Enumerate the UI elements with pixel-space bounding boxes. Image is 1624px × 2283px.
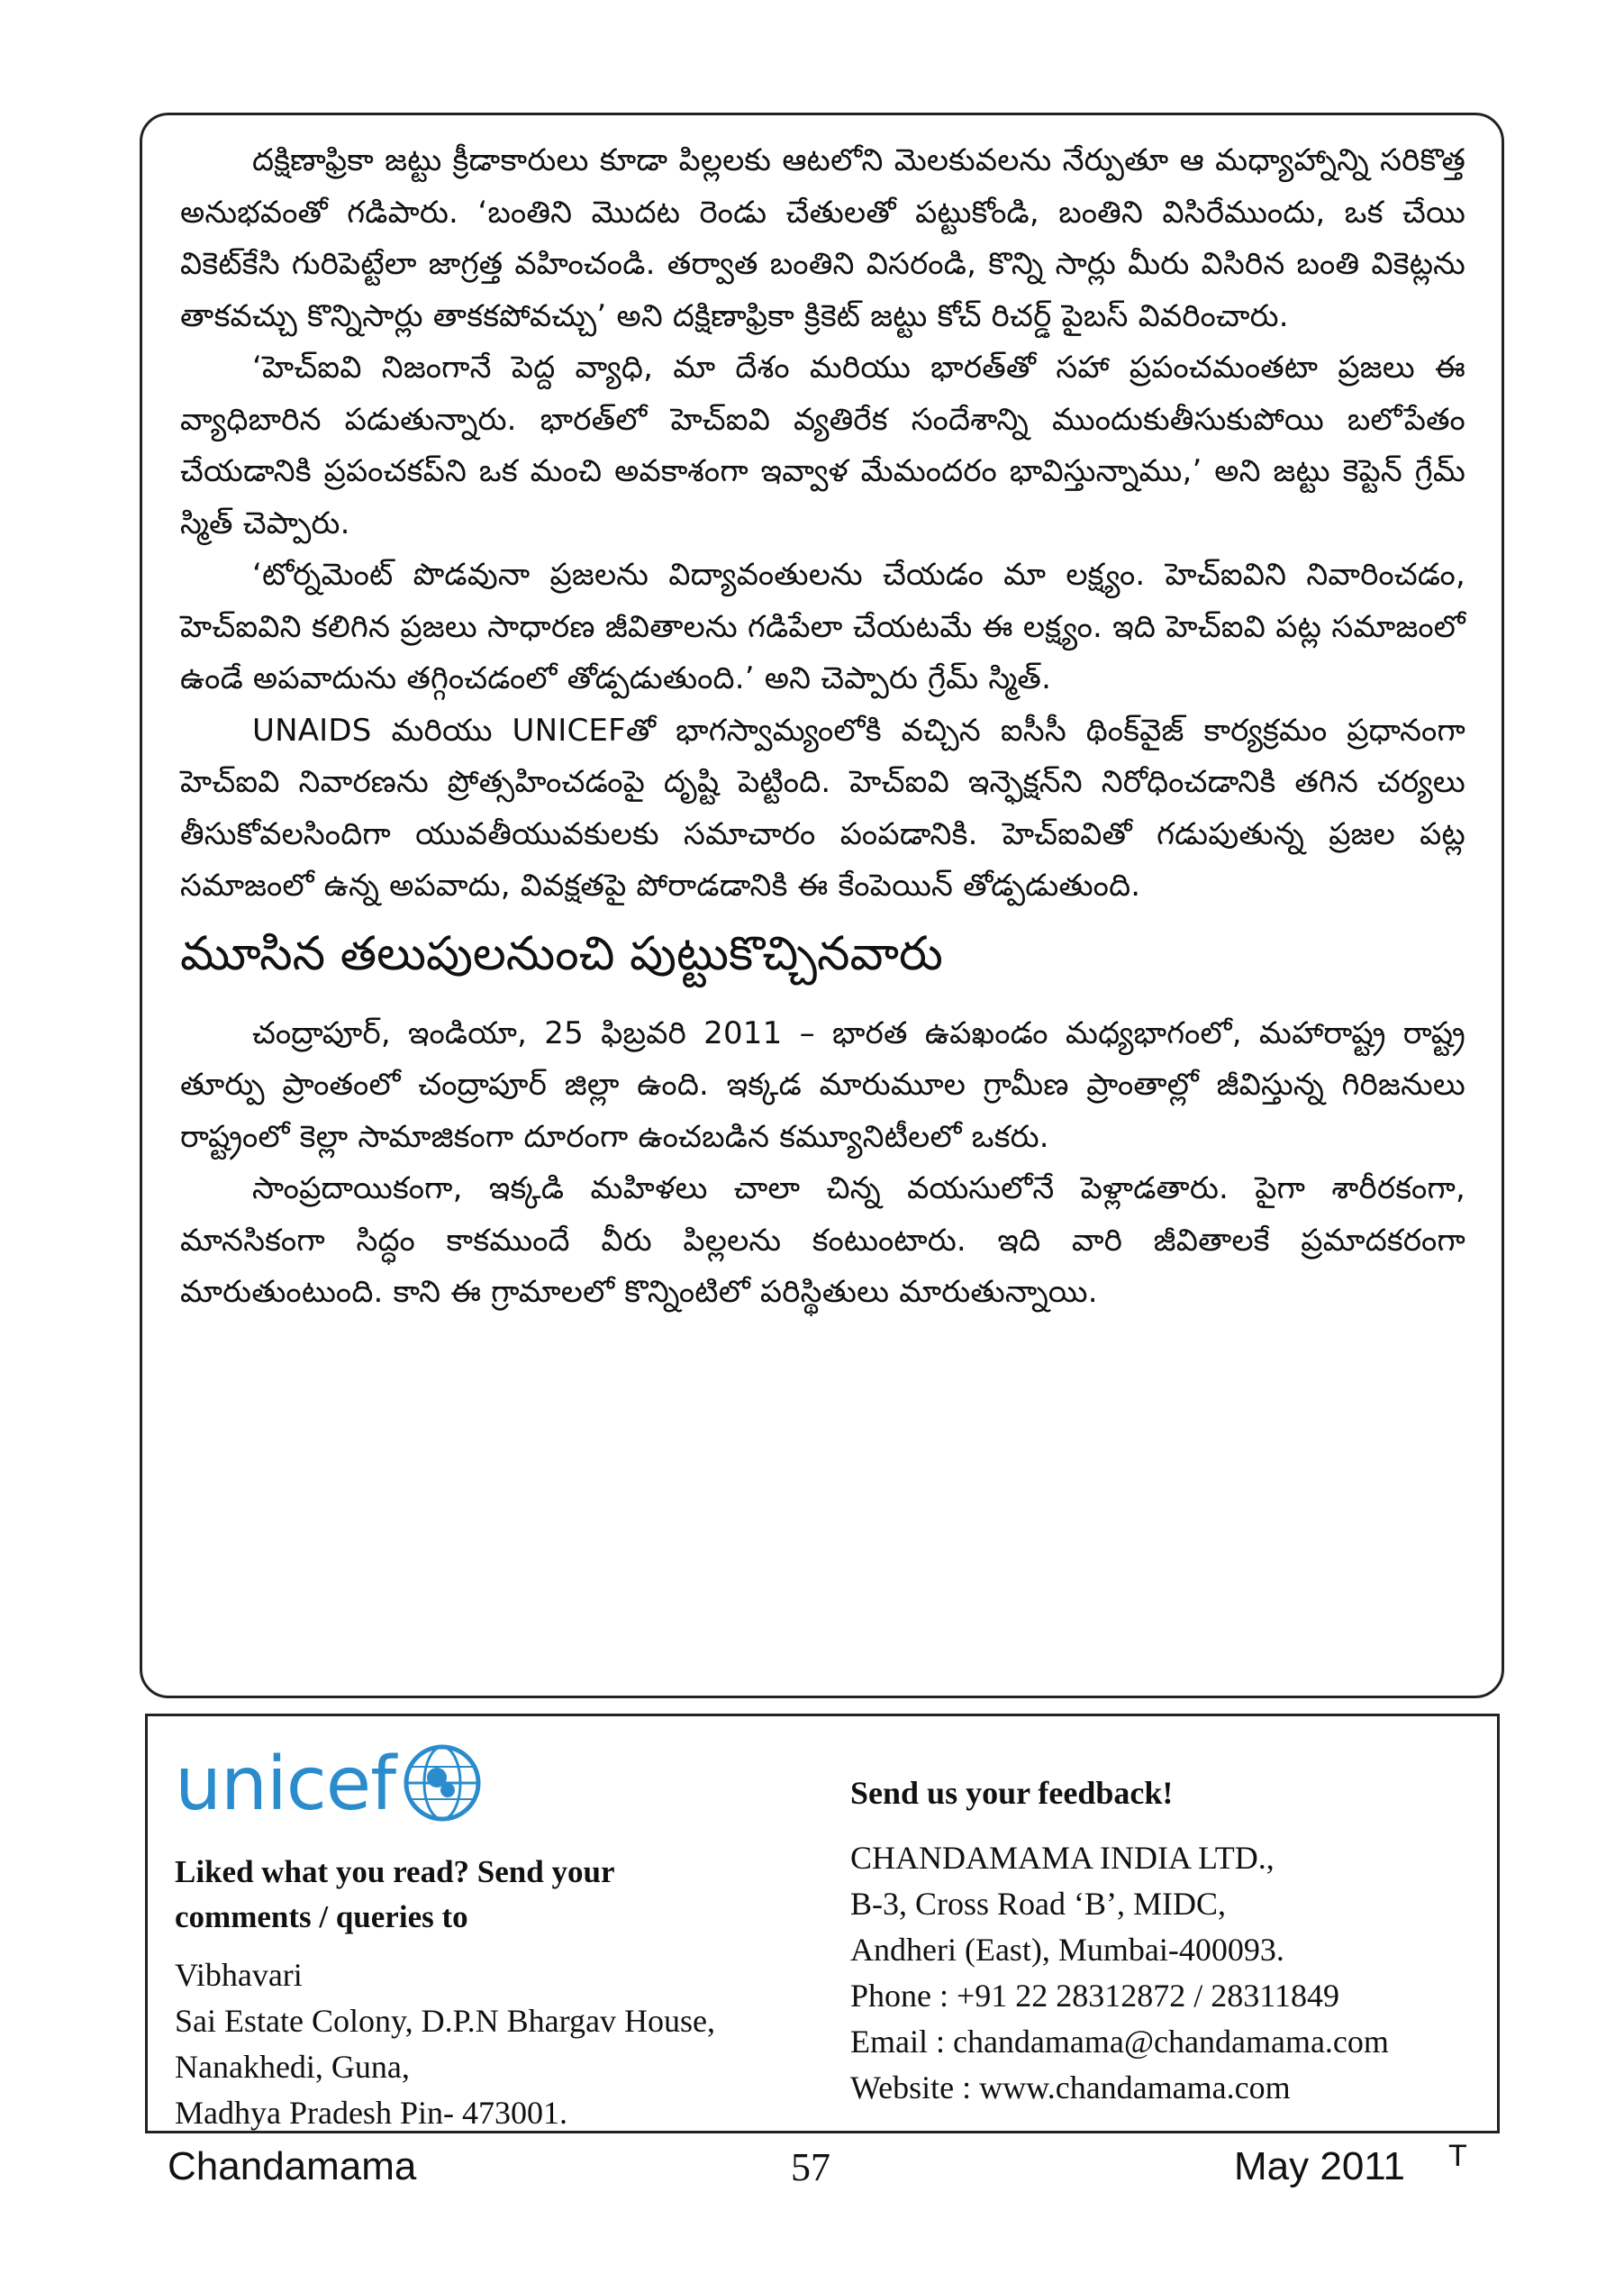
phone-line: Phone : +91 22 28312872 / 28311849 (850, 1978, 1339, 2014)
unicef-globe-icon (401, 1742, 484, 1828)
address-line: Madhya Pradesh Pin- 473001. (175, 2095, 567, 2131)
company-name: CHANDAMAMA INDIA LTD., (850, 1840, 1275, 1876)
page-footer (0, 2139, 1624, 2207)
contact-address (175, 1952, 823, 2136)
issue-date: May 2011 (1234, 2144, 1405, 2188)
article-paragraph: దక్షిణాఫ్రికా జట్టు క్రీడాకారులు కూడా పిల్లలకు ఆటలోని మెలకువలను నేర్పుతూ ఆ మధ్యాహ్నాన్ని సరికొత్త అనుభవంతో గడిపారు. ‘బంతిని మొదట రెండు చేతులతో పట్టుకోండి, బంతిని విసిరేముందు, ఒక చేయి వికెట్‌కేసి గురిపెట్టేలా జాగ్రత్త వహించండి. తర్వాత బంతిని విసరండి, కొన్ని సార్లు మీరు విసిరిన బంతి వికెట్లను తాకవచ్చు కొన్నిసార్లు తాకకపోవచ్చు’ అని దక్షిణాఫ్రికా క్రికెట్ జట్టు కోచ్ రిచర్డ్ పైబస్ వివరించారు. (180, 142, 1465, 334)
article-box (140, 113, 1504, 1698)
website-line: Website : www.chandamama.com (850, 2069, 1291, 2106)
address-line: Vibhavari (175, 1957, 303, 1993)
unicef-wordmark: unicef (175, 1742, 396, 1827)
article-paragraph: సాంప్రదాయికంగా, ఇక్కడి మహిళలు చాలా చిన్న వయసులోనే పెళ్లాడతారు. పైగా శారీరకంగా, మానసికంగా సిద్ధం కాకముందే వీరు పిల్లలను కంటుంటారు. ఇది వారి జీవితాలకే ప్రమాదకరంగా మారుతుంటుంది. కాని ఈ గ్రామాలలో కొన్నింటిలో పరిస్థితులు మారుతున్నాయి. (180, 1170, 1465, 1310)
feedback-prompt: comments / queries to (175, 1899, 468, 1934)
feedback-box (145, 1714, 1500, 2133)
feedback-title: Send us your feedback! (850, 1775, 1174, 1811)
edition-mark: T (1448, 2139, 1467, 2173)
address-line: Andheri (East), Mumbai-400093. (850, 1932, 1284, 1968)
reader-address-column (175, 1850, 823, 2136)
magazine-name: Chandamama (168, 2144, 417, 2188)
address-line: B-3, Cross Road ‘B’, MIDC, (850, 1886, 1227, 1922)
unicef-logo (175, 1742, 484, 1828)
article-paragraph: ‘హెచ్‌ఐవి నిజంగానే పెద్ద వ్యాధి, మా దేశం మరియు భారత్‌తో సహా ప్రపంచమంతటా ప్రజలు ఈ వ్యాధిబారిన పడుతున్నారు. భారత్‌లో హెచ్‌ఐవి వ్యతిరేక సందేశాన్ని ముందుకుతీసుకుపోయి బలోపేతం చేయడానికి ప్రపంచకప్‌ని ఒక మంచి అవకాశంగా ఇవ్వాళ మేమందరం భావిస్తున్నాము,’ అని జట్టు కెప్టెన్ గ్రేమ్ స్మిత్ చెప్పారు. (180, 350, 1465, 541)
email-line: Email : chandamama@chandamama.com (850, 2024, 1389, 2060)
address-line: Nanakhedi, Guna, (175, 2049, 410, 2085)
publisher-address-column (850, 1770, 1481, 2111)
article-paragraph: చంద్రాపూర్, ఇండియా, 25 ఫిబ్రవరి 2011 – భారత ఉపఖండం మధ్యభాగంలో, మహారాష్ట్ర రాష్ట్ర తూర్పు ప్రాంతంలో చంద్రాపూర్ జిల్లా ఉంది. ఇక్కడ మారుమూల గ్రామీణ ప్రాంతాల్లో జీవిస్తున్న గిరిజనులు రాష్ట్రంలో కెల్లా సామాజికంగా దూరంగా ఉంచబడిన కమ్యూనిటీలలో ఒకరు. (180, 1014, 1465, 1155)
section-heading: మూసిన తలుపులనుంచి పుట్టుకొచ్చినవారు (180, 926, 943, 981)
address-line: Sai Estate Colony, D.P.N Bhargav House, (175, 2003, 715, 2039)
article-paragraph: UNAIDS మరియు UNICEFతో భాగస్వామ్యంలోకి వచ్చిన ఐసీసీ థింక్‌వైజ్ కార్యక్రమం ప్రధానంగా హెచ్‌ఐవి నివారణను ప్రోత్సహించడంపై దృష్టి పెట్టింది. హెచ్‌ఐవి ఇన్ఫెక్షన్‌ని నిరోధించడానికి తగిన చర్యలు తీసుకోవలసిందిగా యువతీయువకులకు సమాచారం పంపడానికి. హెచ్‌ఐవితో గడుపుతున్న ప్రజల పట్ల సమాజంలో ఉన్న అపవాదు, వివక్షతపై పోరాడడానికి ఈ కేంపెయిన్ తోడ్పడుతుంది. (180, 712, 1465, 904)
page-number: 57 (791, 2145, 830, 2189)
article-paragraph: ‘టోర్నమెంట్ పొడవునా ప్రజలను విద్యావంతులను చేయడం మా లక్ష్యం. హెచ్‌ఐవిని నివారించడం, హెచ్‌ఐవిని కలిగిన ప్రజలు సాధారణ జీవితాలను గడిపేలా చేయటమే ఈ లక్ష్యం. ఇది హెచ్‌ఐవి పట్ల సమాజంలో ఉండే అపవాదును తగ్గించడంలో తోడ్పడుతుంది.’ అని చెప్పారు గ్రేమ్ స్మిత్. (180, 557, 1465, 696)
feedback-prompt: Liked what you read? Send your (175, 1854, 615, 1889)
